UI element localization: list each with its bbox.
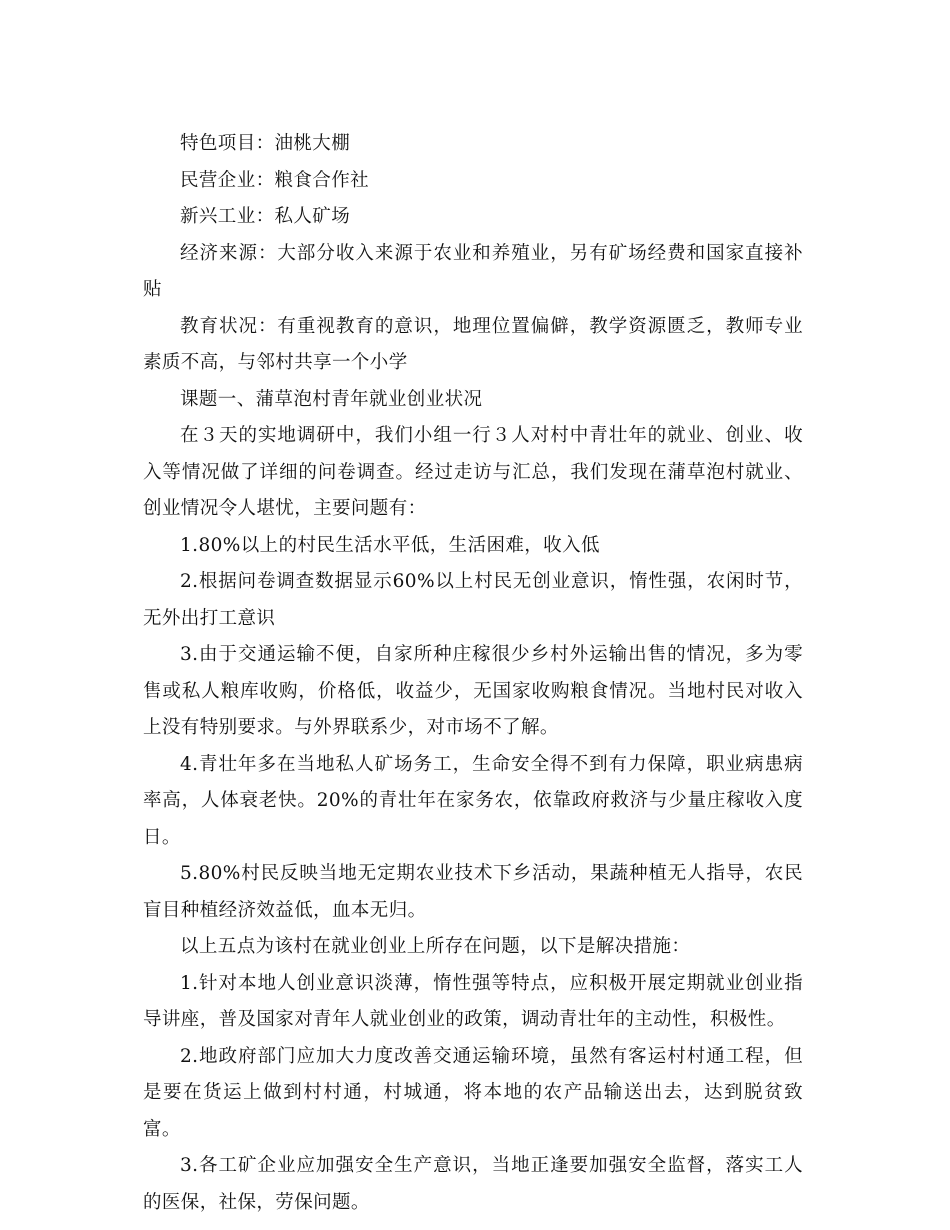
- paragraph-private-enterprise: 民营企业：粮食合作社: [180, 169, 370, 191]
- problem-item-5: 5.80%村民反映当地无定期农业技术下乡活动，果蔬种植无人指导，农民盲目种植经济效益低，血本无归。: [143, 863, 803, 921]
- paragraph-economic-source: 经济来源：大部分收入来源于农业和养殖业，另有矿场经费和国家直接补贴: [143, 242, 803, 300]
- solution-item-3: 3.各工矿企业应加强安全生产意识，当地正逢要加强安全监督，落实工人的医保，社保，劳保问题。: [143, 1155, 803, 1213]
- solution-item-2: 2.地政府部门应加大力度改善交通运输环境，虽然有客运村村通工程，但是要在货运上做到村村通，村城通，将本地的农产品输送出去，达到脱贫致富。: [143, 1045, 803, 1140]
- section-heading-topic-one: 课题一、蒲草泡村青年就业创业状况: [180, 388, 483, 410]
- problem-item-2: 2.根据问卷调查数据显示60%以上村民无创业意识，惰性强，农闲时节，无外出打工意识: [143, 571, 803, 629]
- paragraph-specialty-project: 特色项目：油桃大棚: [180, 133, 351, 154]
- paragraph-education-status: 教育状况：有重视教育的意识，地理位置偏僻，教学资源匮乏，教师专业素质不高，与邻村共享一个小学: [143, 315, 803, 373]
- problem-item-1: 1.80%以上的村民生活水平低，生活困难，收入低: [180, 534, 600, 556]
- paragraph-emerging-industry: 新兴工业：私人矿场: [180, 206, 351, 227]
- document-body: [143, 126, 803, 1221]
- problem-item-4: 4.青壮年多在当地私人矿场务工，生命安全得不到有力保障，职业病患病率高，人体衰老快。20%的青壮年在家务农，依靠政府救济与少量庄稼收入度日。: [143, 753, 803, 848]
- problem-item-3: 3.由于交通运输不便，自家所种庄稼很少乡村外运输出售的情况，多为零售或私人粮库收购，价格低，收益少，无国家收购粮食情况。当地村民对收入上没有特别要求。与外界联系少，对市场不了解。: [143, 644, 803, 738]
- solution-item-1: 1.针对本地人创业意识淡薄，惰性强等特点，应积极开展定期就业创业指导讲座，普及国家对青年人就业创业的政策，调动青壮年的主动性，积极性。: [143, 972, 803, 1030]
- paragraph-solutions-intro: 以上五点为该村在就业创业上所存在问题，以下是解决措施：: [180, 936, 691, 957]
- paragraph-survey-intro: 在３天的实地调研中，我们小组一行３人对村中青壮年的就业、创业、收入等情况做了详细的问卷调查。经过走访与汇总，我们发现在蒲草泡村就业、创业情况令人堪忧，主要问题有：: [143, 425, 803, 519]
